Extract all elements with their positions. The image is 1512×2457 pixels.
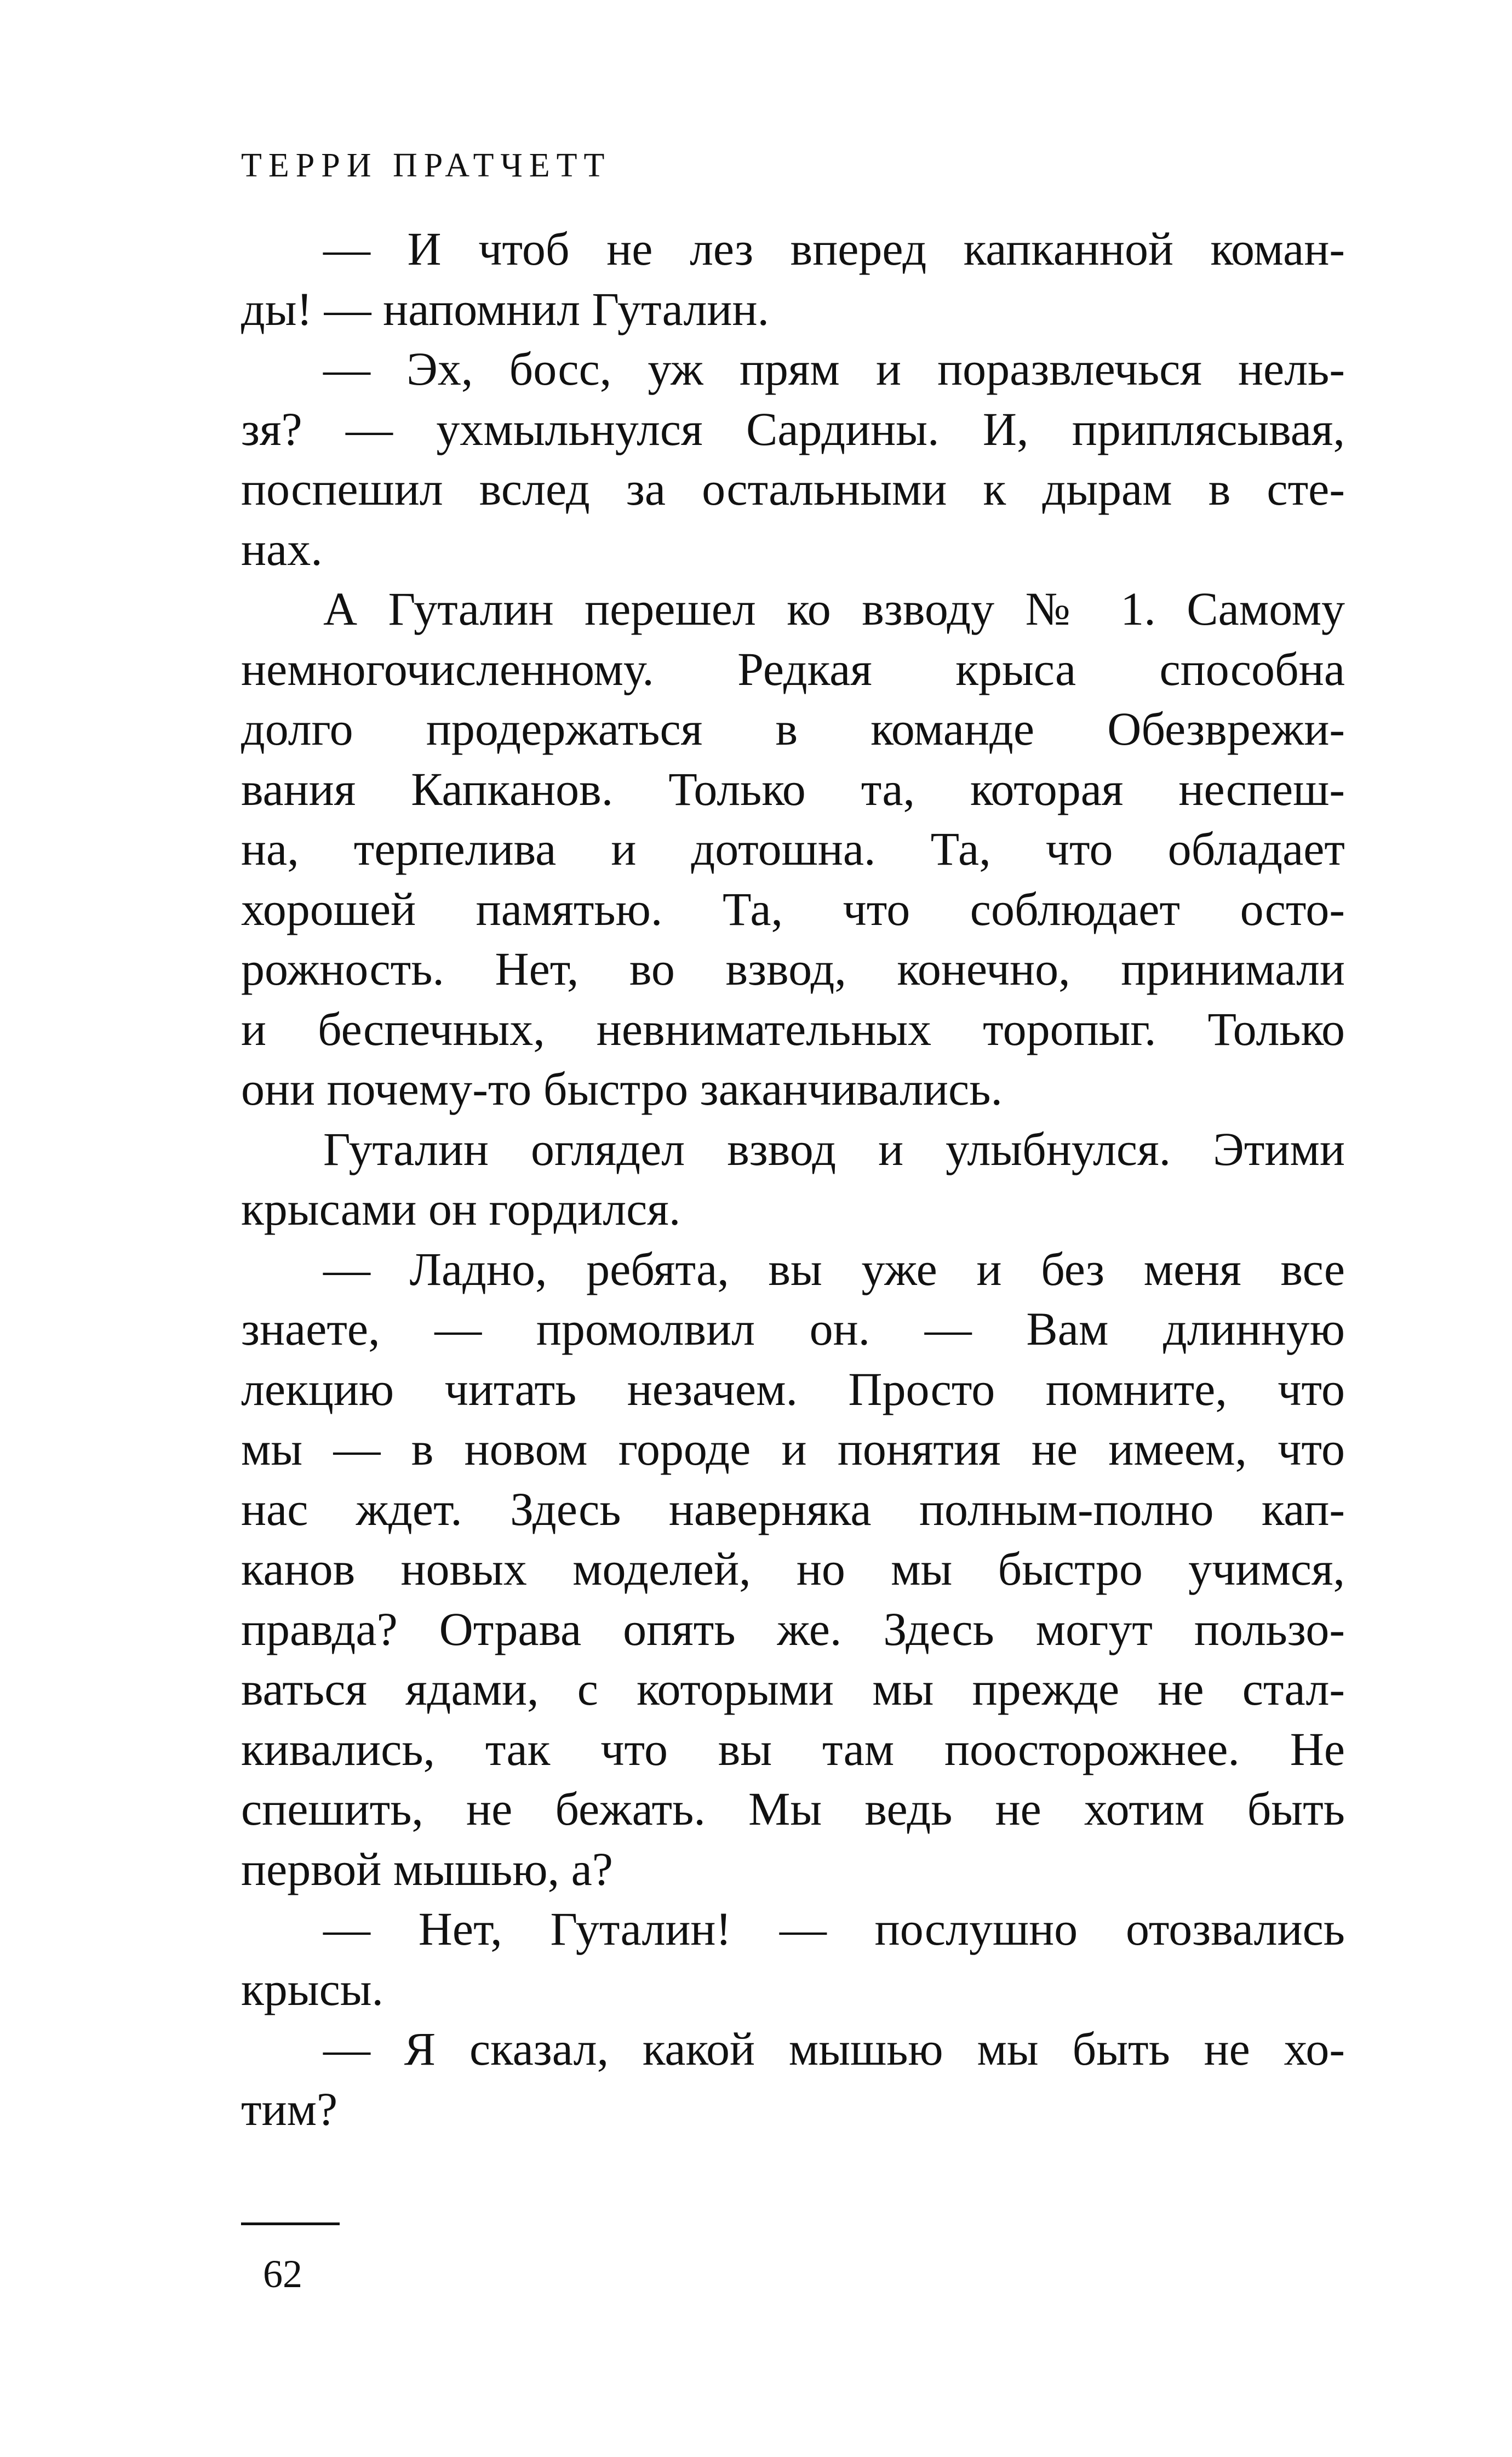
text-line: ды! — напомнил Гуталин. <box>241 282 769 335</box>
text-line: — Я сказал, какой мышью мы быть не хо- <box>323 2022 1345 2075</box>
text-line: знаете, — промолвил он. — Вам длинную <box>241 1302 1345 1355</box>
text-line: мы — в новом городе и понятия не имеем, что <box>241 1422 1345 1475</box>
text-line: Гуталин оглядел взвод и улыбнулся. Этими <box>323 1122 1345 1175</box>
page-number: 62 <box>263 2252 302 2296</box>
text-line: ваться ядами, с которыми мы прежде не стал- <box>241 1662 1345 1715</box>
text-line: вания Капканов. Только та, которая неспеш- <box>241 762 1345 815</box>
text-line: правда? Отрава опять же. Здесь могут пользо- <box>241 1602 1345 1655</box>
text-line: — Эх, босс, уж прям и поразвлечься нель- <box>323 342 1345 395</box>
text-line: немногочисленному. Редкая крыса способна <box>241 642 1345 695</box>
text-line: А Гуталин перешел ко взводу № 1. Самому <box>323 582 1345 635</box>
text-line: на, терпелива и дотошна. Та, что обладает <box>241 822 1345 875</box>
text-line: рожность. Нет, во взвод, конечно, принимали <box>241 942 1345 995</box>
body-text <box>241 219 1345 2139</box>
text-line: и беспечных, невнимательных торопыг. Только <box>241 1002 1345 1055</box>
text-line: тим? <box>241 2082 338 2135</box>
text-line: кивались, так что вы там поосторожнее. Не <box>241 1722 1345 1775</box>
folio-rule <box>241 2222 340 2225</box>
text-line: крысы. <box>241 1962 384 2015</box>
text-line: лекцию читать незачем. Просто помните, что <box>241 1362 1345 1415</box>
text-line: хорошей памятью. Та, что соблюдает осто- <box>241 882 1345 935</box>
text-line: первой мышью, а? <box>241 1842 613 1895</box>
text-line: они почему-то быстро заканчивались. <box>241 1062 1003 1115</box>
text-line: нас ждет. Здесь наверняка полным-полно кап- <box>241 1482 1345 1535</box>
text-line: поспешил вслед за остальными к дырам в сте- <box>241 462 1345 515</box>
text-line: крысами он гордился. <box>241 1182 681 1235</box>
text-line: — Нет, Гуталин! — послушно отозвались <box>323 1902 1345 1955</box>
running-head: ТЕРРИ ПРАТЧЕТТ <box>241 147 611 184</box>
text-line: нах. <box>241 522 323 575</box>
text-line: долго продержаться в команде Обезврежи- <box>241 702 1345 755</box>
text-line: — И чтоб не лез вперед капканной коман- <box>323 222 1345 275</box>
text-line: зя? — ухмыльнулся Сардины. И, приплясывая, <box>241 402 1345 455</box>
text-line: спешить, не бежать. Мы ведь не хотим быть <box>241 1782 1345 1835</box>
text-line: — Ладно, ребята, вы уже и без меня все <box>323 1242 1345 1295</box>
text-line: канов новых моделей, но мы быстро учимся, <box>241 1542 1345 1595</box>
